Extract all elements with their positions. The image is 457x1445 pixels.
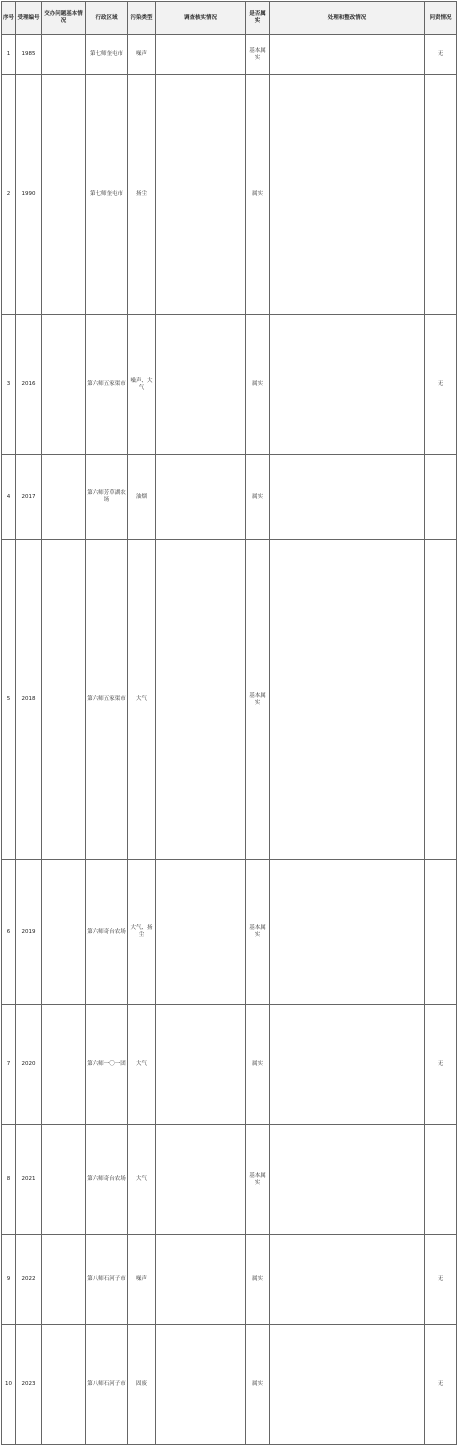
row-accountability: 无	[425, 315, 457, 455]
row-pollution-type: 大气	[128, 1005, 156, 1125]
row-accountability: 无	[425, 35, 457, 75]
row-pollution-type: 扬尘	[128, 75, 156, 315]
row-issue	[42, 1235, 86, 1325]
row-issue	[42, 540, 86, 860]
header-case-no: 受理编号	[16, 2, 42, 35]
table-row	[2, 1125, 457, 1235]
row-area: 第七师奎屯市	[86, 35, 128, 75]
row-finding	[156, 540, 246, 860]
header-accountability: 问责情况	[425, 2, 457, 35]
row-case-no: 2017	[16, 455, 42, 540]
row-accountability	[425, 455, 457, 540]
row-area: 第八师石河子市	[86, 1235, 128, 1325]
row-seq: 6	[2, 860, 16, 1005]
row-issue	[42, 1005, 86, 1125]
row-area: 第六师奇台农场	[86, 860, 128, 1005]
row-confirmed: 属实	[246, 315, 270, 455]
header-finding: 调查核实情况	[156, 2, 246, 35]
row-finding	[156, 455, 246, 540]
row-finding	[156, 75, 246, 315]
row-confirmed: 属实	[246, 75, 270, 315]
row-accountability: 无	[425, 1235, 457, 1325]
header-pollution-type: 污染类型	[128, 2, 156, 35]
row-case-no: 2016	[16, 315, 42, 455]
row-area: 第八师石河子市	[86, 1325, 128, 1445]
row-area: 第六师一〇一团	[86, 1005, 128, 1125]
table-row	[2, 1005, 457, 1125]
table-row	[2, 455, 457, 540]
row-measures	[270, 35, 425, 75]
header-measures: 处理和整改情况	[270, 2, 425, 35]
row-seq: 10	[2, 1325, 16, 1445]
table-row	[2, 35, 457, 75]
row-pollution-type: 噪声	[128, 35, 156, 75]
row-seq: 5	[2, 540, 16, 860]
row-pollution-type: 大气、扬尘	[128, 860, 156, 1005]
row-issue	[42, 315, 86, 455]
row-seq: 4	[2, 455, 16, 540]
row-confirmed: 基本属实	[246, 540, 270, 860]
row-area: 第六师芳草湖农场	[86, 455, 128, 540]
row-pollution-type: 大气	[128, 540, 156, 860]
row-accountability: 无	[425, 1005, 457, 1125]
row-measures	[270, 1125, 425, 1235]
header-seq: 序号	[2, 2, 16, 35]
row-case-no: 2023	[16, 1325, 42, 1445]
row-accountability	[425, 75, 457, 315]
row-finding	[156, 1325, 246, 1445]
row-seq: 7	[2, 1005, 16, 1125]
row-confirmed: 基本属实	[246, 1125, 270, 1235]
row-confirmed: 属实	[246, 1325, 270, 1445]
row-measures	[270, 540, 425, 860]
row-issue	[42, 1325, 86, 1445]
row-seq: 8	[2, 1125, 16, 1235]
row-confirmed: 基本属实	[246, 35, 270, 75]
row-confirmed: 基本属实	[246, 860, 270, 1005]
row-measures	[270, 455, 425, 540]
row-seq: 2	[2, 75, 16, 315]
row-measures	[270, 75, 425, 315]
row-measures	[270, 315, 425, 455]
row-pollution-type: 固废	[128, 1325, 156, 1445]
table-row	[2, 1325, 457, 1445]
row-finding	[156, 860, 246, 1005]
table-header-row	[2, 2, 457, 35]
row-measures	[270, 1325, 425, 1445]
row-pollution-type: 噪声	[128, 1235, 156, 1325]
row-accountability	[425, 540, 457, 860]
row-issue	[42, 75, 86, 315]
row-pollution-type: 噪声、大气	[128, 315, 156, 455]
header-issue: 交办问题基本情况	[42, 2, 86, 35]
row-case-no: 2018	[16, 540, 42, 860]
table-row	[2, 1235, 457, 1325]
row-case-no: 2022	[16, 1235, 42, 1325]
header-area: 行政区域	[86, 2, 128, 35]
table-row	[2, 540, 457, 860]
row-seq: 9	[2, 1235, 16, 1325]
table-row	[2, 315, 457, 455]
row-case-no: 2019	[16, 860, 42, 1005]
row-case-no: 1985	[16, 35, 42, 75]
row-measures	[270, 860, 425, 1005]
row-finding	[156, 315, 246, 455]
row-accountability: 无	[425, 1325, 457, 1445]
header-confirmed: 是否属实	[246, 2, 270, 35]
row-seq: 3	[2, 315, 16, 455]
row-finding	[156, 1235, 246, 1325]
row-measures	[270, 1235, 425, 1325]
row-case-no: 2020	[16, 1005, 42, 1125]
row-issue	[42, 1125, 86, 1235]
row-finding	[156, 35, 246, 75]
row-area: 第六师五家渠市	[86, 315, 128, 455]
row-issue	[42, 35, 86, 75]
row-area: 第六师五家渠市	[86, 540, 128, 860]
row-case-no: 2021	[16, 1125, 42, 1235]
row-issue	[42, 455, 86, 540]
row-finding	[156, 1125, 246, 1235]
row-case-no: 1990	[16, 75, 42, 315]
table-row	[2, 75, 457, 315]
row-measures	[270, 1005, 425, 1125]
row-confirmed: 属实	[246, 1005, 270, 1125]
row-issue	[42, 860, 86, 1005]
case-table	[1, 1, 457, 1445]
row-area: 第六师奇台农场	[86, 1125, 128, 1235]
row-pollution-type: 油烟	[128, 455, 156, 540]
row-pollution-type: 大气	[128, 1125, 156, 1235]
row-accountability	[425, 860, 457, 1005]
row-seq: 1	[2, 35, 16, 75]
table-row	[2, 860, 457, 1005]
row-accountability	[425, 1125, 457, 1235]
row-confirmed: 属实	[246, 455, 270, 540]
row-area: 第七师奎屯市	[86, 75, 128, 315]
row-confirmed: 属实	[246, 1235, 270, 1325]
row-finding	[156, 1005, 246, 1125]
